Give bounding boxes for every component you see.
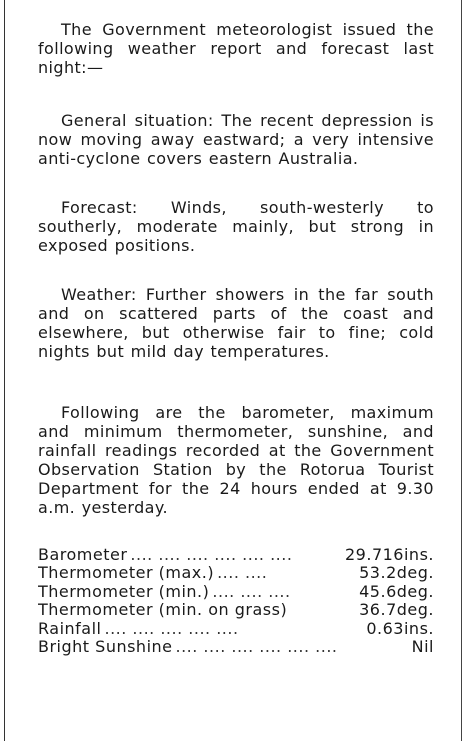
reading-label: Barometer	[38, 546, 128, 564]
readings-intro-paragraph: Following are the barometer, maximum and minimum thermometer, sunshine, and rainfall readings recorded at the Government Observation Station by the Rotorua Tourist Department for the 24 hours ended at 9.30 a.m. yesterday.	[38, 403, 434, 517]
forecast-paragraph: Forecast: Winds, south-westerly to southerly, moderate mainly, but strong in exposed positions.	[38, 198, 434, 255]
readings-table	[38, 546, 434, 656]
reading-label: Thermometer (min.)	[38, 582, 210, 601]
column-rule-left	[4, 0, 5, 741]
dot-leader: .... .... ....	[212, 582, 291, 601]
reading-row-thermometer-grass	[38, 601, 434, 619]
dot-leader: .... .... .... .... .... ....	[175, 638, 338, 657]
column-rule-right	[461, 0, 462, 741]
reading-label: Bright Sunshine	[38, 638, 173, 657]
dot-leader: .... .... .... .... .... ....	[130, 546, 293, 564]
reading-row-thermometer-min	[38, 583, 434, 601]
dot-leader: .... .... .... .... ....	[104, 619, 239, 638]
reading-label: Thermometer (min. on grass)	[38, 601, 288, 620]
reading-row-bright-sunshine	[38, 638, 434, 656]
dot-leader: .... ....	[217, 564, 268, 583]
weather-report-column	[38, 20, 434, 656]
reading-row-rainfall	[38, 620, 434, 638]
weather-paragraph: Weather: Further showers in the far south and on scattered parts of the coast and elsewhere, but otherwise fair to fine; cold nights but mild day temperatures.	[38, 285, 434, 361]
reading-value: 0.63ins.	[366, 619, 434, 638]
general-situation-paragraph: General situation: The recent depression is now moving away eastward; a very intensive anti-cyclone covers eastern Australia.	[38, 111, 434, 168]
reading-label: Thermometer (max.)	[38, 564, 215, 583]
reading-value: 36.7deg.	[359, 601, 434, 620]
reading-label: Rainfall	[38, 619, 102, 638]
dot-leader	[287, 601, 359, 619]
reading-value: Nil	[411, 638, 434, 657]
reading-row-barometer	[38, 546, 434, 564]
reading-value: 29.716ins.	[345, 546, 434, 564]
intro-paragraph: The Government meteorologist issued the following weather report and forecast last night:—	[38, 20, 434, 77]
reading-row-thermometer-max	[38, 564, 434, 582]
reading-value: 45.6deg.	[359, 582, 434, 601]
reading-value: 53.2deg.	[359, 564, 434, 583]
